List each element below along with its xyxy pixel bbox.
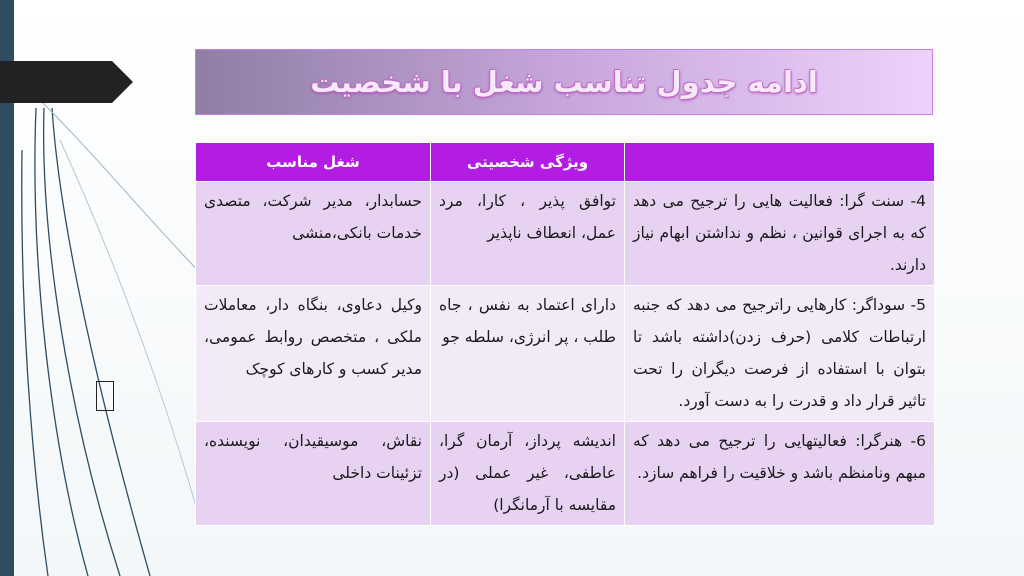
cell-type: 4- سنت گرا: فعالیت هایی را ترجیح می دهد که به اجرای قوانین ، نظم و نداشتن ابهام نیاز دارند. (625, 182, 935, 286)
cell-jobs: حسابدار، مدیر شرکت، متصدی خدمات بانکی،منشی (196, 182, 431, 286)
cell-type: 5- سوداگر: کارهایی راترجیح می دهد که جنبه ارتباطات کلامی (حرف زدن)داشته باشد تا بتوان با استفاده از فرصت دیگران را تحت تاثیر قرار داد و قدرت را به دست آورد. (625, 286, 935, 422)
cell-jobs: نقاش، موسیقیدان، نویسنده، تزئینات داخلی (196, 422, 431, 526)
table-row (196, 182, 935, 286)
placeholder-box-icon (96, 381, 114, 411)
header-personality-type (625, 143, 935, 182)
slide-title-box (195, 49, 933, 115)
arrow-pointer-icon (0, 61, 133, 103)
cell-traits: توافق پذیر ، کارا، مرد عمل، انعطاف ناپذیر (431, 182, 625, 286)
header-personality-traits: ویژگی شخصیتی (431, 143, 625, 182)
table-row (196, 286, 935, 422)
header-suitable-jobs: شغل مناسب (196, 143, 431, 182)
cell-jobs: وکیل دعاوی، بنگاه دار، معاملات ملکی ، متخصص روابط عمومی، مدیر کسب و کارهای کوچک (196, 286, 431, 422)
cell-traits: اندیشه پرداز، آرمان گرا، عاطفی، غیر عملی (در مقایسه با آرمانگرا) (431, 422, 625, 526)
table-header-row (196, 143, 935, 182)
cell-type: 6- هنرگرا: فعالیتهایی را ترجیح می دهد که مبهم ونامنظم باشد و خلاقیت را فراهم سازد. (625, 422, 935, 526)
job-personality-table (195, 142, 935, 526)
table-row (196, 422, 935, 526)
cell-traits: دارای اعتماد به نفس ، جاه طلب ، پر انرژی، سلطه جو (431, 286, 625, 422)
slide-title: ادامه جدول تناسب شغل با شخصیت (310, 65, 818, 99)
